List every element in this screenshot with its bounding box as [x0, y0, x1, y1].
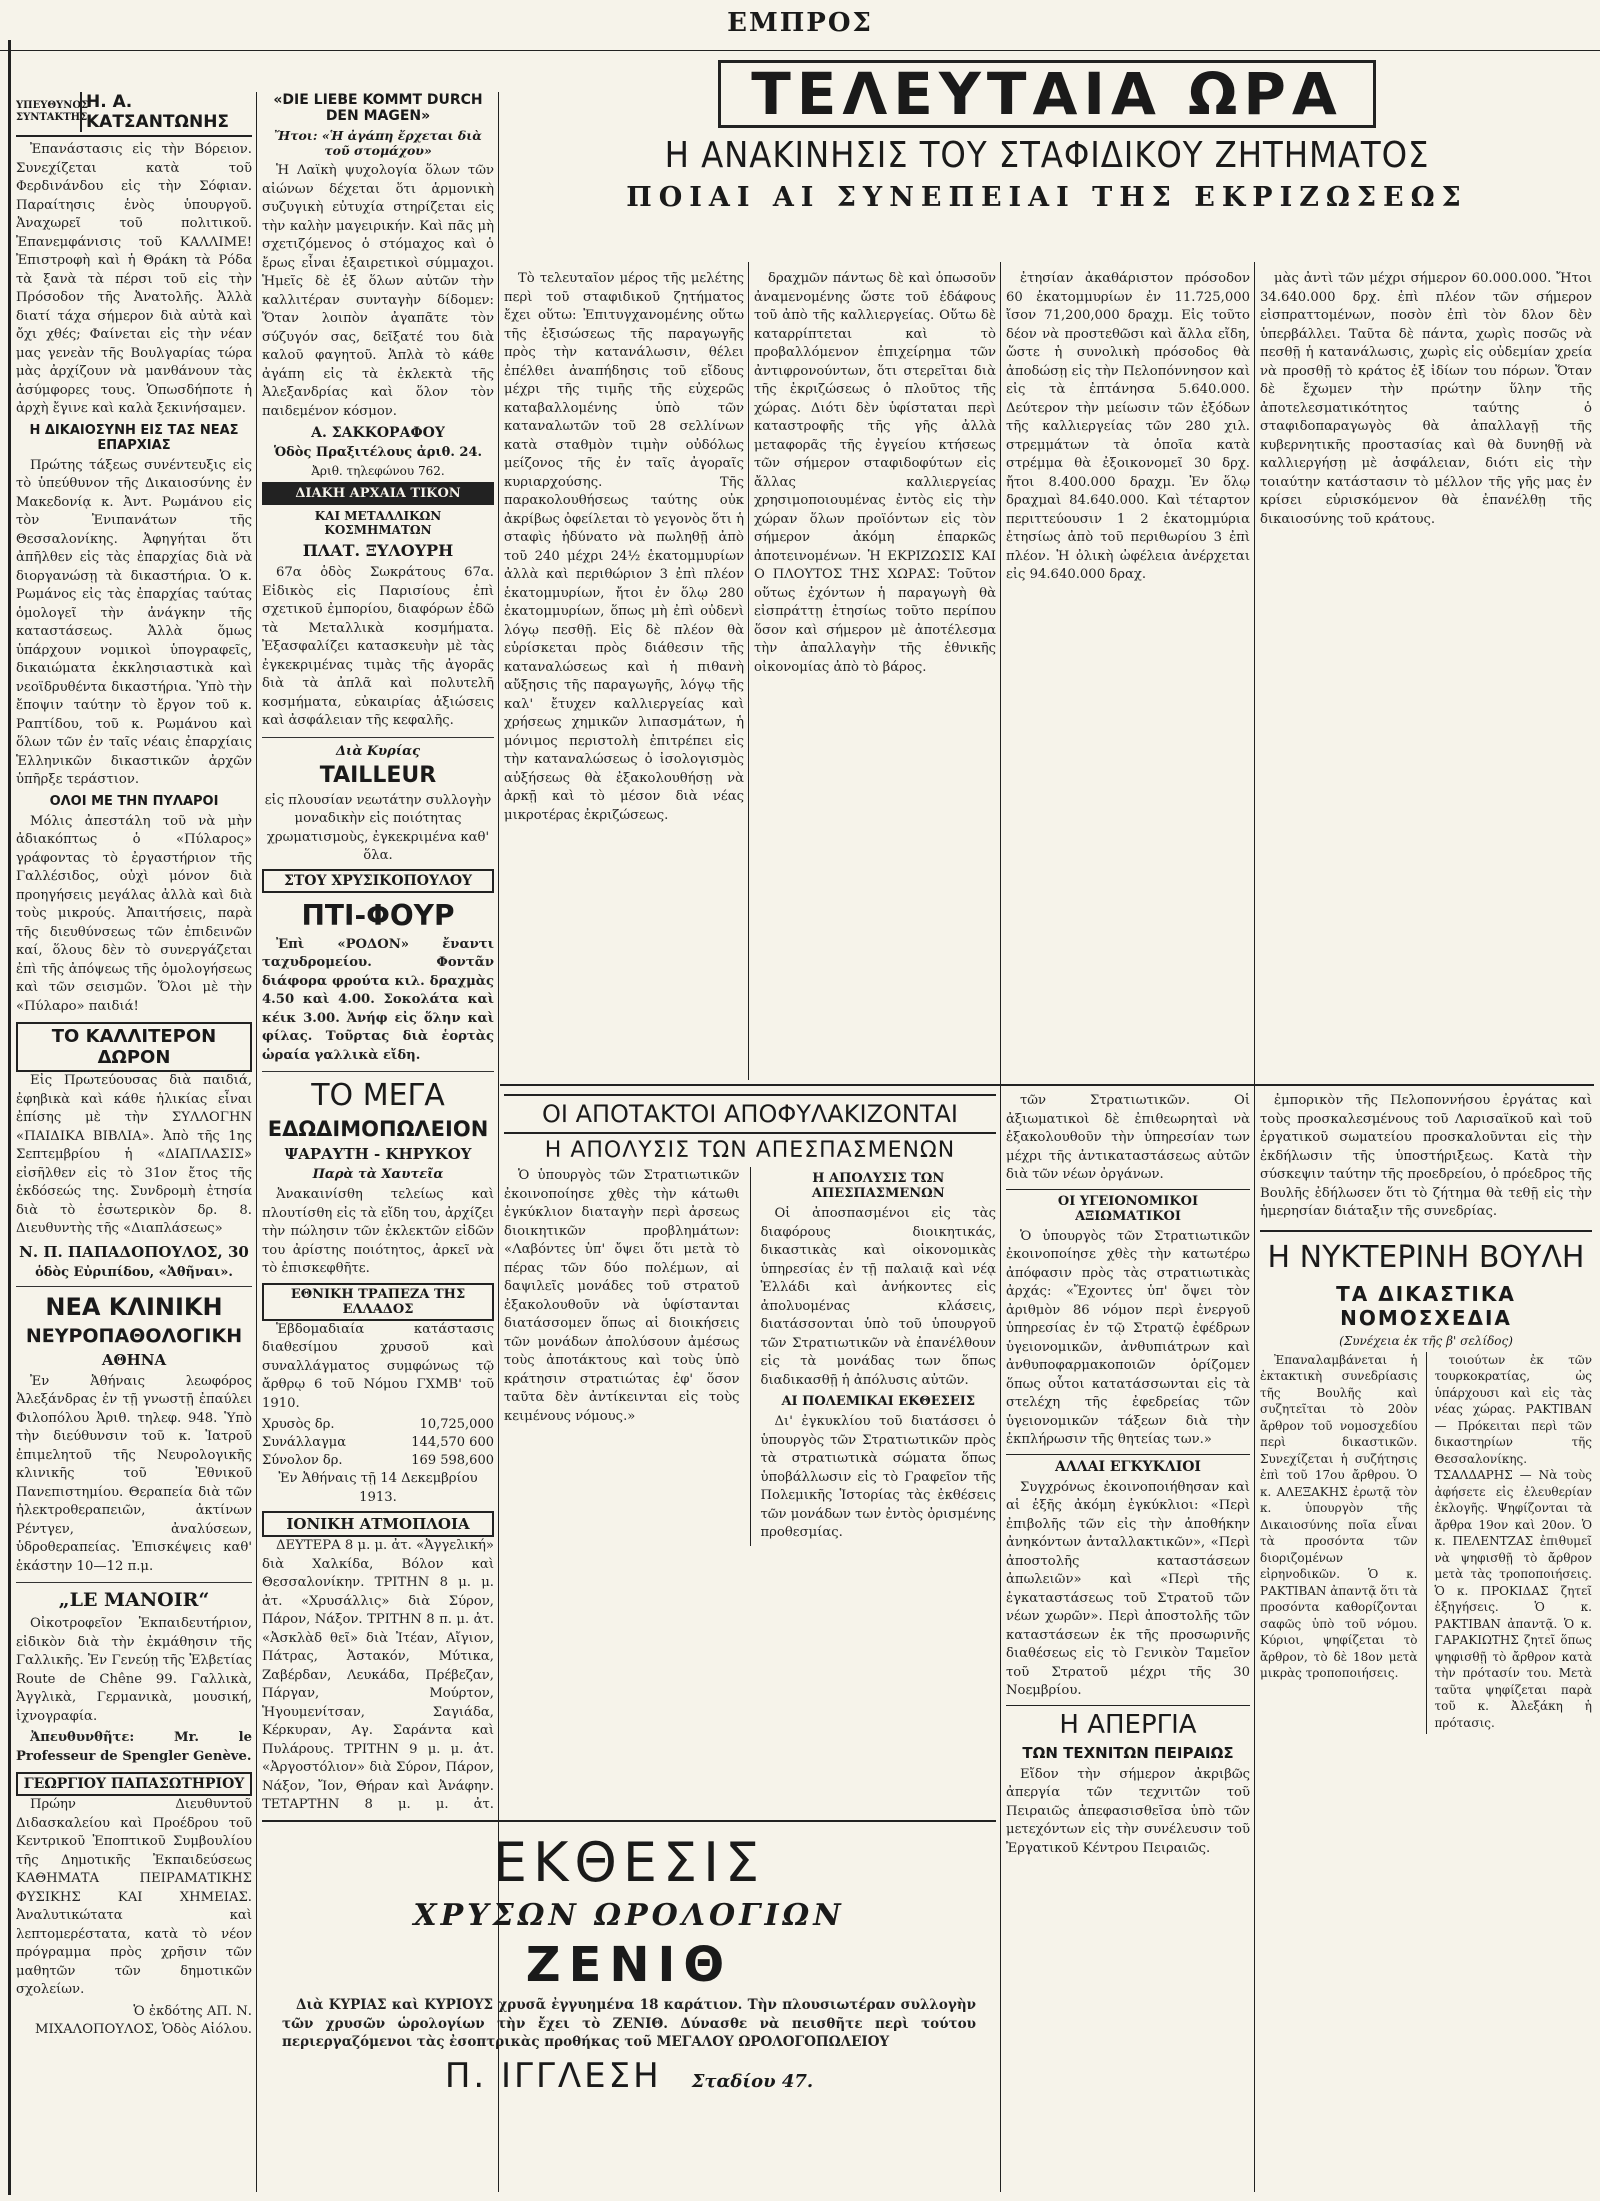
apotaktoi-cols — [504, 1167, 996, 1546]
bank-date: Ἐν Ἀθήναις τῇ 14 Δεκεμβρίου 1913. — [278, 1471, 478, 1505]
doron-address: ὁδὸς Εὐριπίδου, «Ἀθῆναι». — [35, 1264, 233, 1280]
story-text-1: Τὸ τελευταῖον μέρος τῆς μελέτης περὶ τοῦ σταφιδικοῦ ζητήματος ἔχει οὕτω: Ἐπιτυγχανομένης οὕτω τῆς ἐξισώσεως τῆς παραγωγῆς πρὸς τὴν κατανάλωσιν, θέλει ἐπέλθει ἀναπήδησις τοῦ εἴδους μέχρι τῆς τιμῆς τῆς εὐχερῶς καταβαλλομένης ὑπὸ τῶν καταναλωτῶν τοῦ 28 σελλίνων κατὰ σταθμὸν τιμὴν οὐδόλως μείζονος τῆς ἐν ταῖς ἀγοραῖς κυριαρχούσης. Τῆς παρακολουθήσεως ταύτης οὐκ ἀκρίβως ὀφείλεται τὸ γεγονὸς ὅτι ἡ σταφὶς ἠδύνατο νὰ πωληθῇ ἀπὸ τοῦ 240 μέχρι 24½ ἑκατομμυρίων ἀλλὰ καὶ περιθώριον 3 ἐπὶ πλέον ἑκατομμυρίων, ἤτοι ἐν ὅλῳ 280 ἑκατομμυρίων, ὅπως μὴ ἐπὶ οὐδενὶ λόγῳ πεσθῇ. Εἰς δὲ πλέον θὰ εὑρίσκεται πρὸς διάθεσιν τῆς καταναλώσεως καὶ ἡ πιθανὴ αὔξησις τῆς παραγωγῆς, λόγῳ τῆς καλ' ἔτυχεν καλλιεργείας καὶ χρήσεως χημικῶν λιπασμάτων, ἡ μόνιμος περιστολὴ ἐπιτρέπει εἰς τὴν καταναλώσεως ὁ ἰσολογισμὸς αὐξήσεως θὰ ἐξακολουθήσῃ νὰ ἀρκῇ καὶ τὸ μέσον διὰ νέας μικροτέρας ἐκριζώσεως. — [504, 271, 744, 823]
apotaktoi-col-b — [761, 1167, 997, 1546]
doron-box: ΤΟ ΚΑΛΛΙΤΕΡΟΝ ΔΩΡΟΝ — [16, 1022, 252, 1072]
zenith-title: ΕΚΘΕΣΙΣ — [492, 1831, 766, 1894]
masthead: ΕΜΠΡΟΣ — [727, 8, 873, 38]
megaedod-addr: Παρὰ τὰ Χαυτεῖα — [312, 1167, 444, 1182]
liebe-sub: Ἤτοι: «Ἡ ἀγάπη ἔρχεται διὰ τοῦ στομάχου» — [274, 128, 482, 158]
pylaroi-heading: ΟΛΟΙ ΜΕ ΤΗΝ ΠΥΛΑΡΟΙ — [49, 793, 219, 809]
vouli-sub: ΤΑ ΔΙΚΑΣΤΙΚΑ ΝΟΜΟΣΧΕΔΙΑ — [1336, 1281, 1516, 1330]
ptifour-title: ΠΤΙ-ΦΟΥΡ — [301, 898, 455, 932]
klinic-title: ΝΕΑ ΚΛΙΝΙΚΗ — [45, 1292, 223, 1321]
story-col-1 — [504, 270, 744, 1080]
apergia-title: Η ΑΠΕΡΓΙΑ — [1006, 1705, 1250, 1740]
column-5-lower — [1006, 1092, 1250, 2192]
dikaiosyni-text: Πρώτης τάξεως συνέντευξις εἰς τὸ ὑπεύθυνον τῆς Δικαιοσύνης ἐν Μακεδονίᾳ κ. Ἀντ. Ρωμάνου εἰς τὸν Ἐνιπανάτων τῆς Θεσσαλονίκης. Ἀφηγήται ὅτι ἀπῆλθεν εἰς τὰς ἐπαρχίας διὰ νὰ διοργανώσῃ τὰ δικαστήρια. Ὁ κ. Ρωμάνος εἰς τὰς ἐπαρχίας ταύτας ὁμολογεῖ τὴν ἀνάγκην τῆς καταστάσεως. Ἀλλὰ ὅμως ὑπάρχουν νομικοὶ ὑπογραφεῖς, δικαιώματα ἐκκλησιαστικὰ καὶ νεοϊδρυθέντα δικαστήρια. Ὑπὸ τὴν ἔποψιν ταύτην τὸ ἔργον τοῦ κ. Ραπτίδου, τοῦ κ. Ρωμάνου καὶ ὅλων τῶν ἐν ταῖς νέαις ἐπαρχίαις Ἑλληνικῶν δικαστικῶν ἀρχῶν ὑπῆρξε τεράστιον. — [16, 457, 252, 787]
tailleur-title: TAILLEUR — [319, 762, 437, 788]
klinic-text: Ἐν Ἀθήναις λεωφόρος Ἀλεξάνδρας ἐν τῇ γνωστῇ ἐπαύλει Φιλοπόλου Ἀριθ. τηλεφ. 948. Ὑπὸ τὴν διεύθυνσιν τοῦ κ. Ἰατροῦ ἐπιμελητοῦ τῆς Νευρολογικῆς κλινικῆς τοῦ Ἐθνικοῦ Πανεπιστημίου. Θεραπεία διὰ τῶν ἠλεκτροθεραπειῶν, ἀκτίνων Ρέντγεν, ἀναλύσεων, ὑδροθεραπείας. Ἐπισκέψεις καθ' ἑκάστην 10—12 π.μ. — [16, 1373, 252, 1574]
apotaktoi-col-a — [504, 1167, 740, 1546]
megaedod-title1: ΤΟ ΜΕΓΑ — [311, 1078, 445, 1113]
zenith-footer — [262, 2056, 996, 2096]
ylika-box3: ΠΛΑΤ. ΞΥΛΟΥΡΗ — [302, 541, 454, 560]
editorial-text: Ἐπανάστασις εἰς τὴν Βόρειον. Συνεχίζεται κατὰ τοῦ Φερδινάνδου εἰς τὴν Σόφιαν. Παραίτησις ἑνὸς ὑπουργοῦ. Ἀναχωρεῖ τοῦ πολιτικοῦ. Ἐπανεμφάνισις τοῦ ΚΑΛΛΙΜΕ! Ἐπιστροφὴ καὶ ἡ Θράκη τὰ Ρόδα τὰ ξανὰ τὰ πέρσι τοῦ εἰς τὴν Πρόσοδον τῆς Ἀνατολῆς. Ἀλλὰ διατί τάχα σήμερον διὰ αὐτὰ καὶ ὄχι χθές; Φαίνεται εἰς τὴν νέαν μας γενεὰν τῆς Βουλγαρίας τώρα μὰς ἀρχίζουν νὰ μανθάνουν τὰς ἀσύμφορες τους. Ὁπωσδήποτε ἡ ἀρχὴ ἔγινε καὶ καλὰ ξεκινήσαμεν. — [16, 142, 252, 416]
subhead: ΠΟΙΑΙ ΑΙ ΣΥΝΕΠΕΙΑΙ ΤΗΣ ΕΚΡΙΖΩΣΕΩΣ — [626, 182, 1468, 213]
pylaroi-text: Μόλις ἀπεστάλη τοῦ νὰ μὴν ἀδιακόπτως ὁ «Πύλαρος» γράφοντας τὸ ἐργαστήριον τῆς Γαλλέσιδος, οὐχὶ μόνον διὰ προηγήσεις μεγάλας ἀλλὰ καὶ διὰ τοὺς μικρούς. Ἀπαιτήσεις, παρὰ τῆς διευθύνσεως τῶν ἐπιδεινῶν καί, ὅλους δὲν τὸ συνεργάζεται ἐπὶ τῆς ἀπόψεως τῆς ὁμολογήσεως καὶ τῶν σεισμῶν. Ὅλοι μὲ τὴν «Πύλαρο» παιδιά! — [16, 813, 252, 1014]
col-rule-5 — [1254, 262, 1255, 2192]
liebe-text: Ἡ Λαϊκὴ ψυχολογία ὅλων τῶν αἰώνων δέχεται ὅτι ἁρμονικὴ συζυγικὴ εὐτυχία στηρίζεται εἰς τὴν καλὴν μαγειρικήν. Καὶ πᾶς μὴ σχετιζόμενος ὁ στόμαχος καὶ ὁ ἔρως εἶναι ἐξαιρετικοὶ σύμμαχοι. Ἡμεῖς δὲ ἐξ ὅλων αὐτῶν τὴν καλλιτέραν συνταγὴν δίδομεν: Ὅταν λοιπὸν ἀγαπᾶτε τὸν σύζυγόν σας, δεῖξατέ του διὰ καλοῦ φαγητοῦ. Ἁπλὰ τὸ κάθε ἀγάπη εἰς τὰ ἐκλεκτὰ τῆς Ἀλεξανδρίας καὶ ὅλον τὸν παιδεμένον κόσμον. — [262, 163, 494, 419]
separator — [262, 1071, 494, 1072]
col5-top-text: τῶν Στρατιωτικῶν. Οἱ ἀξιωματικοὶ δὲ ἐπιθεωρηταὶ νὰ ἐξακολουθοῦν τὴν ὑπηρεσίαν των μέχρι τῆς ἀντικαταστάσεως αὐτῶν διὰ τῶν νέων ὀργάνων. — [1006, 1093, 1250, 1182]
apotaktoi-sub2: Η ΑΠΟΛΥΣΙΣ ΤΩΝ ΑΠΕΣΠΑΣΜΕΝΩΝ — [811, 1171, 945, 1201]
zenith-sub: ΧΡΥΣΩΝ ΩΡΟΛΟΓΙΩΝ — [413, 1898, 845, 1933]
zenith-ad — [262, 1820, 996, 2192]
separator — [16, 1286, 252, 1287]
allai-text: Συγχρόνως ἐκοινοποιήθησαν καὶ αἱ ἑξῆς ἀκόμη ἐγκύκλιοι: «Περὶ ἐπιβολῆς τῶν εἰς τὴν ἀποθήκην ἀνηκόντων ἀνταλλακτικῶν», «Περὶ ἀποστολῆς καταστάσεων ἀπωλειῶν» καὶ «Περὶ τῆς ἐγκαταστάσεως τοῦ Στρατοῦ τῶν νέων χωρῶν». Περὶ ἀποστολῆς τῶν καταστάσεων ἐκ τῆς προσωρινῆς διαθέσεως εἰς τὸ Γενικὸν Ταμεῖον τοῦ Στρατοῦ μέχρι τῆς 30 Νοεμβρίου. — [1006, 1479, 1250, 1698]
apotaktoi-sub3: ΑΙ ΠΟΛΕΜΙΚΑΙ ΕΚΘΕΣΕΙΣ — [781, 1394, 976, 1409]
manoir-title: „LE MANOIR“ — [58, 1589, 210, 1611]
vouli-col-b — [1435, 1352, 1593, 1735]
bank-text: Ἑβδομαδιαία κατάστασις διαθεσίμου χρυσοῦ καὶ συναλλάγματος συμφώνως τῷ ἄρθρῳ 6 τοῦ Νόμου ΓΧΜΒ' τοῦ 1910. — [262, 1321, 494, 1411]
allai-title: ΑΛΛΑΙ ΕΓΚΥΚΛΙΟΙ — [1006, 1454, 1250, 1475]
ylika-text: 67α ὁδὸς Σωκράτους 67α. Εἰδικὸς εἰς Παρισίους ἐπὶ σχετικοῦ ἐμπορίου, διαφόρων ἐδῶ τὰ Μεταλλικὰ κοσμήματα. Ἐξασφαλίζει κατασκευὴν μὲ τὰς ἐγκεκριμένας τιμὰς τῆς ἀγορᾶς διὰ τὰ ἀπλᾶ καὶ πολυτελῆ κοσμήματα, εὐκαιρίας ἀξιώσεις καὶ ἀσφάλειαν τῆς κεφαλῆς. — [262, 565, 494, 728]
apotaktoi-text1: Ὁ ὑπουργὸς τῶν Στρατιωτικῶν ἐκοινοποίησε χθὲς τὴν κάτωθι ἐγκύκλιον διαταγὴν περὶ ἀρσεως διοικητικῶν προβλημάτων: «Λαβόντες ὑπ' ὄψει ὅτι μετὰ τὸ πέρας τῶν δύο πολέμων, αἱ δαψιλεῖς μονάδες τοῦ στρατοῦ ἐξακολουθοῦν νὰ ὑφίστανται διατάσσομεν ὅπως αἱ διοικήσεις τῶν μονάδων ἀπολύσουν ἀμέσως τοὺς ἀποτάκτους καὶ τοὺς ὑπὸ κράτησιν στρατιώτας ἐφ' ὅσον ταῦτα δὲν ἀντίκεινται εἰς τοὺς κειμένους νόμους.» — [504, 1168, 740, 1424]
dikaiosyni-heading: Η ΔΙΚΑΙΟΣΥΝΗ ΕΙΣ ΤΑΣ ΝΕΑΣ ΕΠΑΡΧΙΑΣ — [29, 422, 239, 453]
liebe-addr: Ὁδὸς Πραξιτέλους ἀριθ. 24. — [273, 445, 483, 460]
liebe-phone: Ἀριθ. τηλεφώνου 762. — [311, 464, 445, 478]
masthead-rule — [0, 50, 1600, 51]
ygeion-title: ΟΙ ΥΓΕΙΟΝΟΜΙΚΟΙ ΑΞΙΩΜΑΤΙΚΟΙ — [1006, 1189, 1250, 1224]
klinic-sub: ΝΕΥΡΟΠΑΘΟΛΟΓΙΚΗ — [25, 1324, 243, 1347]
headline: Η ΑΝΑΚΙΝΗΣΙΣ ΤΟΥ ΣΤΑΦΙΔΙΚΟΥ ΖΗΤΗΜΑΤΟΣ — [664, 135, 1430, 176]
editor-name: Η. Α. ΚΑΤΣΑΝΤΩΝΗΣ — [80, 92, 252, 132]
vouli-text2: τοιούτων ἐκ τῶν τουρκοκρατίας, ὡς ὑπάρχουσι καὶ εἰς τὰς νέας χώρας. ΡΑΚΤΙΒΑΝ — Πρόκειται περὶ τῶν δικαστηρίων τῆς Θεσσαλονίκης. ΤΣΑΛΔΑΡΗΣ — Νὰ τοὺς ἀφήσετε εἰς ἐλευθερίαν ἐκλογῆς. Ψηφίζονται τὰ ἄρθρα 19ον καὶ 20ον. Ὁ κ. ΠΕΛΕΝΤΖΑΣ ἐπιθυμεῖ νὰ ψηφισθῇ τὸ ἄρθρον μετὰ τὰς τροποποιήσεις. Ὁ κ. ΠΡΟΚΙΔΑΣ ζητεῖ ἐξηγήσεις. Ὁ κ. ΡΑΚΤΙΒΑΝ ἀπαντᾷ. Ὁ κ. ΓΑΡΑΚΙΩΤΗΣ ζητεῖ ὅπως ψηφισθῇ τὸ ἄρθρον κατὰ τὴν πρότασίν του. Μετὰ ταῦτα ψηφίζεται παρὰ τοῦ κ. Ἀλεξάκη ἡ πρότασις. — [1434, 1352, 1592, 1730]
separator — [262, 737, 494, 738]
zenith-brand: ΖΕΝΙΘ — [525, 1937, 733, 1993]
bank-title: ΕΘΝΙΚΗ ΤΡΑΠΕΖΑ ΤΗΣ ΕΛΛΑΔΟΣ — [262, 1283, 494, 1321]
papas-box: ΓΕΩΡΓΙΟΥ ΠΑΠΑΣΩΤΗΡΙΟΥ — [16, 1772, 252, 1796]
col-rule-1 — [256, 92, 257, 2192]
zenith-addr: Σταδίου 47. — [691, 2070, 814, 2092]
left-edge-rule — [8, 40, 11, 2195]
story-text-4: μὰς ἀντὶ τῶν μέχρι σήμερον 60.000.000. Ἤτοι 34.640.000 δρχ. ἐπὶ πλέον τῶν σήμερον εἰσπραττομένων, ποσὸν ἐπὶ τὸν δλον δὲν ὑπερβάλλει. Ταῦτα δὲ πάντα, χωρὶς ποσῶς νὰ πεσθῇ ἡ κατανάλωσις, χωρὶς εἰς οὐδεμίαν χρεία νὰ προσθῇ τὸ κράτος ἐξ ἰδίων του πόρων. Ὅταν δὲ ἔχωμεν τὴν πρώτην ὕλην τῆς ἀποτελεσματικότητος ταύτης ὁ σταφιδοπαραγωγὸς θὰ ἀπαλλαγῇ τῆς κυβερνητικῆς προστασίας καὶ θὰ δυνηθῇ νὰ καλλιεργήσῃ μὲ ἀσφάλειαν, διότι εἰς τὴν τοιαύτην κατάστασιν τὸ μέλλον τῆς γῆς μας ἐν κρίσει εὑρισκόμενον θὰ ἐπανέλθῃ τῆς δικαιοσύνης τοῦ κράτους. — [1260, 271, 1592, 527]
editor-label: ΥΠΕΥΘΥΝΟΣ ΣΥΝΤΑΚΤΗΣ — [16, 100, 89, 123]
ship-title: ΙΟΝΙΚΗ ΑΤΜΟΠΛΟΙΑ — [262, 1511, 494, 1537]
story-text-3: ἐτησίαν ἀκαθάριστον πρόσοδον 60 ἑκατομμυρίων ἐν 11.725,000 ἴσον 71,200,000 δραχμ. Εἰς τοῦτο δέον νὰ προστεθῶσι καὶ ἄλλα εἴδη, ὥστε ἡ συνολικὴ πρόσοδος θὰ ἀποδώσῃ εἰς τὴν Πελοπόννησον καὶ εἰς τὰ ἐπτάνησα 5.640.000. Δεύτερον τὴν μείωσιν τῶν ἐξόδων τῆς καλλιεργείας τῶν 280 χιλ. στρεμμάτων τὰ ὁποῖα κατὰ στρέμμα θὰ ἐξοικονομεῖ 30 δρχ. ἤτοι 8.400.000 δραχμ. Ἐν ὅλῳ δραχμαὶ 84.640.000. Καὶ τέταρτον περιττεύουσιν 1 2 ἑκατομμύρια ἐτησίως ἀπὸ τοῦ περιθωρίου 3 ἐπὶ πλέον. Ἡ ὀλικὴ ὠφέλεια ἀνέρχεται εἰς 94.640.000 δραχ. — [1006, 271, 1250, 582]
doron-director: Ν. Π. ΠΑΠΑΔΟΠΟΥΛΟΣ, 30 — [19, 1242, 249, 1261]
manoir-contact: Ἀπευθυνθῆτε: Mr. le Professeur de Spengler Genève. — [16, 1730, 252, 1764]
apotaktoi-divider — [750, 1167, 751, 1546]
apotaktoi-subtitle: Η ΑΠΟΛΥΣΙΣ ΤΩΝ ΑΠΕΣΠΑΣΜΕΝΩΝ — [544, 1138, 956, 1163]
col-rule-4 — [1000, 262, 1001, 2192]
story-col-3 — [1006, 270, 1250, 1080]
manoir-text: Οἰκοτροφεῖον Ἐκπαιδευτήριον, εἰδικὸν διὰ τὴν ἐκμάθησιν τῆς Γαλλικῆς. Ἐν Γενεύῃ τῆς Ἑλβετίας Route de Chêne 99. Γαλλικὰ, Ἀγγλικὰ, Γερμανικὰ, μουσική, ἰχνογραφία. — [16, 1616, 252, 1724]
top-story-header — [502, 60, 1592, 218]
bank-row: Σύνολον δρ. 169 598,600 — [262, 1453, 494, 1468]
zenith-text: Διὰ ΚΥΡΙΑΣ καὶ ΚΥΡΙΟΥΣ χρυσᾶ ἐγγυημένα 18 καράτιον. Τὴν πλουσιωτέραν συλλογὴν τῶν χρυσῶν ὡρολογίων τὴν ἔχει τὸ ΖΕΝΙΘ. Δύνασθε νὰ πεισθῆτε περὶ τούτου περιεργαζόμενοι τὰς ἐσοπτρικὰς προθήκας τοῦ ΜΕΓΑΛΟΥ ΩΡΟΛΟΓΟΠΩΛΕΙΟΥ — [282, 1997, 976, 2050]
bank-row: Συνάλλαγμα 144,570 600 — [262, 1435, 494, 1450]
story-text-2: δραχμῶν πάντως δὲ καὶ ὁπωσοῦν ἀναμενομένης ὥστε τοῦ ἐδάφους τοῦ ἀπὸ τῆς καλλιεργείας. Οὕτω δὲ καταρρίπτεται καὶ τὸ προβαλλόμενον ἐπιχείρημα τῶν ἀντιφρονούντων, ὅτι στερεῖται διὰ τῆς ἐκριζώσεως ὁ πλοῦτος τῆς χώρας. Διότι δὲν ὑφίσταται περὶ καταστροφῆς τῆς γῆς ἀλλὰ μεταφορᾶς τῆς ἐγγείου κτήσεως τῶν σήμερον σταφιδοφύτων εἰς ἄλλας καλλιεργείας χρησιμοποιουμένας ἐντὸς εἰς τὴν χώραν ὅλων προϊόντων εἰς τὸν σήμερον ἀκόμη ἐπαρκῶς ἀποτεινομένων. Ἡ ΕΚΡΙΖΩΣΙΣ ΚΑΙ Ο ΠΛΟΥΤΟΣ ΤΗΣ ΧΩΡΑΣ: Τοῦτον οὕτως ἐχόντων ἡ παραγωγὴ θὰ εἰσπράττῃ ἐτησίως τοῦτο περίπου ὅσον καὶ σήμερον μὲ ἀποτέλεσμα τὴν ἀπαλλαγὴν τῆς ἐθνικῆς οἰκονομίας ἀπὸ τὸ βάρος. — [754, 271, 996, 675]
banner-wrap — [502, 60, 1592, 128]
bank-table — [262, 1416, 494, 1470]
papas-text: Πρώην Διευθυντοῦ Διδασκαλείου καὶ Προέδρου τοῦ Κεντρικοῦ Ἐποπτικοῦ Συμβουλίου τῆς Δημοτικῆς Ἐκπαιδεύσεως ΚΑΘΗΜΑΤΑ ΠΕΙΡΑΜΑΤΙΚΗΣ ΦΥΣΙΚΗΣ ΚΑΙ ΧΗΜΕΙΑΣ. Ἀναλυτικώτατα καὶ λεπτομερέστατα, κατὰ τὸ νέον πρόγραμμα πρὸς χρῆσιν τῶν μαθητῶν τῶν δημοτικῶν σχολείων. — [16, 1797, 252, 1997]
ptifour-text: Ἐπὶ «ΡΟΔΟΝ» ἔναντι ταχυδρομείου. Φοντᾶν διάφορα φρούτα κιλ. δραχμὰς 4.50 καὶ 4.00. Σοκολάτα καὶ κέικ 3.00. Ἀνήφ εἰς ὅλην καὶ φίλας. Τοῦρτας διὰ ἑορτὰς ὡραία γαλλικὰ εἴδη. — [262, 936, 494, 1063]
apotaktoi-text3: Δι' ἐγκυκλίου τοῦ διατάσσει ὁ ὑπουργὸς τῶν Στρατιωτικῶν πρὸς τὰ στρατιωτικὰ σώματα ὅπως ὑποβάλλωσιν εἰς τὸ Γραφεῖον τῆς Πολεμικῆς Ἱστορίας τὰς ἐκθέσεις τῶν μονάδων των ἐντὸς ὀρισμένης προθεσμίας. — [760, 1414, 996, 1540]
papas-publisher: Ὁ ἐκδότης ΑΠ. Ν. ΜΙΧΑΛΟΠΟΥΛΟΣ, Ὁδὸς Αἰόλου. — [35, 2003, 252, 2037]
doron-text: Εἰς Πρωτεύουσας διὰ παιδιά, ἐφηβικὰ καὶ κάθε ἡλικίας εἶναι ἐπίσης μὲ τὴν ΣΥΛΛΟΓΗΝ «ΠΑΙΔΙΚΑ ΒΙΒΛΙΑ». Ἀπὸ τῆς 1ης Σεπτεμβρίου ἡ «ΔΙΑΠΛΑΣΙΣ» εἰσῆλθεν εἰς τὸ 31ον ἔτος τῆς ἐκδόσεώς της. Συνδρομὴ ἐτησία διὰ τὸ ἐσωτερικὸν δρ. 8. Διευθυντὴς τῆς «Διαπλάσεως» — [16, 1073, 252, 1236]
megaedod-title3: ΨΑΡΑΥΤΗ - ΚΗΡΥΚΟΥ — [284, 1145, 472, 1163]
vouli-col-a — [1260, 1352, 1418, 1735]
megaedod-title2: ΕΔΩΔΙΜΟΠΩΛΕΙΟΝ — [267, 1117, 489, 1141]
zenith-shop: Π. ΙΓΓΛΕΣΗ — [444, 2055, 662, 2096]
ship-text: ΔΕΥΤΕΡΑ 8 μ. μ. ἀτ. «Ἀγγελική» διὰ Χαλκίδα, Βόλον καὶ Θεσσαλονίκην. ΤΡΙΤΗΝ 8 μ. μ. ἀτ. «Χρυσάλλις» διὰ Σύρον, Πάρον, Νάξον. ΤΡΙΤΗΝ 8 π. μ. ἀτ. «Ἀσκλὰδ θεῖ» διὰ Ἰτέαν, Αἴγιον, Πάτρας, Ἀστακόν, Μύτικα, Ζαβέρδαν, Λευκάδα, Πρέβεζαν, Πάργαν, Μούρτον, Ἡγουμενίτσαν, Σαγιάδα, Κέρκυραν, Αγ. Σαράντα καὶ Πυλάρους. ΤΡΙΤΗΝ 9 μ. μ. ἀτ. «Ἀργοστόλιον» διὰ Σύρον, Πάρον, Νάξον, Ἴον, Θήραν καὶ Ἀνάφην. ΤΕΤΑΡΤΗΝ 8 μ. μ. ἀτ. — [262, 1538, 494, 1812]
apergia-sub: ΤΩΝ ΤΕΧΝΙΤΩΝ ΠΕΙΡΑΙΩΣ — [1022, 1743, 1234, 1762]
liebe-sign: Α. ΣΑΚΚΟΡΑΦΟΥ — [311, 425, 445, 441]
apotaktoi-text2: Οἱ ἀποσπασμένοι εἰς τὰς διαφόρους διοικητικάς, δικαστικὰς καὶ οἰκονομικὰς ὑπηρεσίας ἐν τῇ παλαιᾷ καὶ νέᾳ Ἑλλάδι καὶ ἀνήκοντες εἰς ἀπολυομένας κλάσεις, διατάσσονται ὑπὸ τοῦ ὑπουργοῦ τῶν Στρατιωτικῶν νὰ ἐπανέλθουν εἰς τὰ μονάδας των ὅπως διαδικασθῇ ἡ ἀπόλυσις αὐτῶν. — [760, 1206, 996, 1388]
column-2 — [262, 92, 494, 1812]
tailleur-shop: ΣΤΟΥ ΧΡΥΣΙΚΟΠΟΥΛΟΥ — [262, 869, 494, 893]
story-bottom-rule — [500, 1084, 1594, 1086]
megaedod-text: Ἀνακαινίσθη τελείως καὶ πλουτίσθη εἰς τὰ εἴδη του, ἀρχίζει τὴν πώλησιν τῶν ἐκλεκτῶν εἰδῶν του ἀρίστης ποιότητος, ἀρκεῖ νὰ τὸ ἐπισκεφθῆτε. — [262, 1187, 494, 1276]
separator — [16, 1582, 252, 1583]
ylika-box1: ΔΙΑΚΗ ΑΡΧΑΙΑ ΤΙΚΟΝ — [262, 482, 494, 505]
liebe-title: «DIE LIEBE KOMMT DURCH DEN MAGEN» — [273, 92, 483, 124]
col6-top-text: ἐμπορικὸν τῆς Πελοποννήσου ἐργάτας καὶ τοὺς προσκαλεσμένους τοῦ Λαρισαϊκοῦ καὶ τοῦ ἐργατικοῦ σωματείου προσκαλοῦνται εἰς τὴν ἐκδήλωσιν τῆς ὑποστήριξεως. Κατὰ τὴν σύσκεψιν ταύτην τῆς προεδρείου, ὁ πρόεδρος τῆς Βουλῆς ἐδήλωσεν ὅτι τὸ ζήτημα θὰ τεθῇ εἰς τὴν ἡμερησίαν διάταξιν τῆς συνεδρίας. — [1260, 1093, 1592, 1219]
vouli-cont: (Συνέχεια ἐκ τῆς β' σελίδος) — [1339, 1333, 1513, 1348]
apotaktoi-title: ΟΙ ΑΠΟΤΑΚΤΟΙ ΑΠΟΦΥΛΑΚΙΖΟΝΤΑΙ — [504, 1094, 996, 1134]
col-rule-3 — [748, 262, 749, 1080]
vouli-cols — [1260, 1352, 1592, 1735]
apergia-text: Εἴδον τὴν σήμερον ἀκριβῶς ἀπεργία τῶν τεχνιτῶν τοῦ Πειραιῶς ἀπεφασισθεῖσα ὑπὸ τῶν μετεχόντων εἰς τὴν συνέλευσιν τοῦ Ἐργατικοῦ Κέντρου Πειραιῶς. — [1006, 1766, 1250, 1856]
editor-block — [16, 92, 252, 137]
tailleur-pre: Διὰ Κυρίας — [335, 743, 421, 759]
tailleur-text: εἰς πλουσίαν νεωτάτην συλλογὴν μοναδικὴν εἰς ποιότητας χρωματισμοὺς, ἐγκεκριμένα καθ' ὅλα. — [264, 792, 492, 863]
story-col-2 — [754, 270, 996, 1080]
column-6-lower — [1260, 1092, 1592, 2192]
vouli-text1: Ἐπαναλαμβάνεται ἡ ἐκτακτικὴ συνεδρίασις τῆς Βουλῆς καὶ συζητεῖται τὸ 20ὸν ἄρθρον τοῦ νομοσχεδίου περὶ δικαστικῶν. Συνεχίζεται ἡ συζήτησις ἐπὶ τοῦ 17ου ἄρθρου. Ὁ κ. ΑΛΕΞΑΚΗΣ ἐρωτᾷ τὸν κ. ὑπουργὸν τῆς Δικαιοσύνης ποῖα εἶναι τὰ προσόντα τῶν διοριζομένων εἰρηνοδικῶν. Ὁ κ. ΡΑΚΤΙΒΑΝ ἀπαντᾷ ὅτι τὰ προσόντα καθορίζονται σαφῶς ὑπὸ τοῦ νόμου. Κύριοι, ψηφίζεται τὸ ἄρθρον, τὸ δὲ 18ον μετὰ μικρὰς τροποποιήσεις. — [1260, 1352, 1418, 1680]
bank-row: Χρυσὸς δρ. 10,725,000 — [262, 1417, 494, 1432]
ylika-box2: ΚΑΙ ΜΕΤΑΛΛΙΚΩΝ ΚΟΣΜΗΜΑΤΩΝ — [314, 509, 442, 537]
vouli-title: Η ΝΥΚΤΕΡΙΝΗ ΒΟΥΛΗ — [1260, 1230, 1592, 1278]
apotaktoi-block — [504, 1090, 996, 1770]
ygeion-text: Ὁ ὑπουργὸς τῶν Στρατιωτικῶν ἐκοινοποίησε χθὲς τὴν κατωτέρω ἀπόφασιν πρὸς τὰς στρατιωτικὰς ἀρχάς: «Ἔχοντες ὑπ' ὄψει τὸν ἀριθμὸν 86 νόμον περὶ ἐνεργοῦ ὑπηρεσίας ἐν τῷ Στρατῷ ἐφέδρων ὑγειονομικῶν, ἀνθυπιάτρων καὶ ἀνθυποφαρμακοποιῶν ὁρίζομεν ὅπως οὗτοι κατατάσσωνται εἰς τὰ στελέχη τῆς ἐφεδρείας τῶν ὑγειονομικῶν τάξεων διὰ τὴν ἐκπλήρωσιν τῆς θητείας των.» — [1006, 1228, 1250, 1447]
vouli-divider — [1426, 1352, 1427, 1735]
klinic-city: ΑΘΗΝΑ — [101, 1350, 167, 1369]
column-1 — [16, 92, 252, 2192]
banner: ΤΕΛΕΥΤΑΙΑ ΩΡΑ — [718, 60, 1376, 128]
story-col-4 — [1260, 270, 1592, 1080]
